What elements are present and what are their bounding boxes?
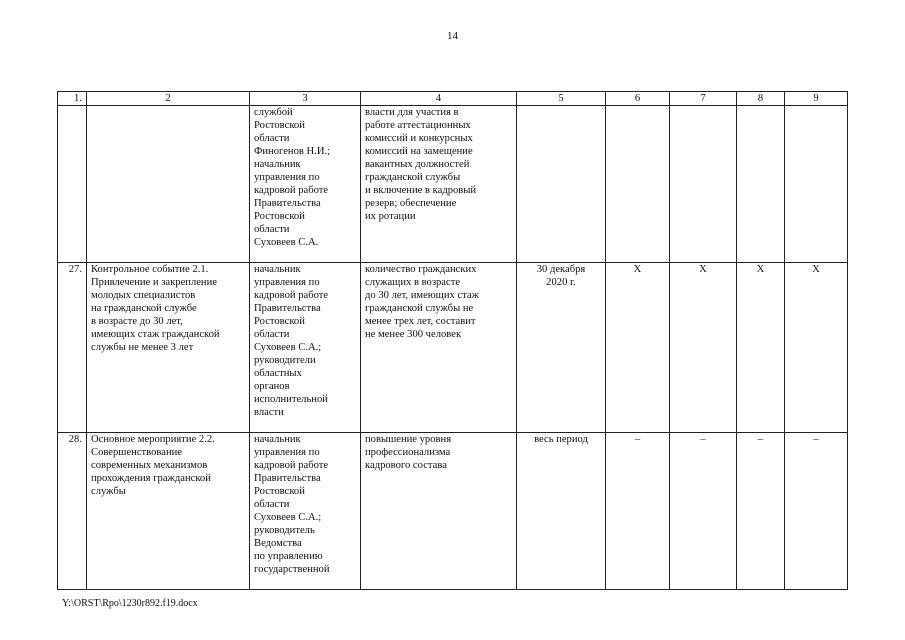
- table-row: [58, 263, 848, 433]
- table-row: [58, 106, 848, 263]
- column-header-3: 3: [250, 92, 361, 106]
- column-header-5: 5: [517, 92, 606, 106]
- column-header-4: 4: [361, 92, 517, 106]
- page-number: 14: [447, 30, 458, 42]
- col6-cell: [606, 106, 670, 263]
- col8-cell: [737, 106, 785, 263]
- row-number: [58, 106, 87, 263]
- col8-cell: –: [737, 433, 785, 590]
- header-row: [58, 92, 848, 106]
- result-cell: количество гражданских служащих в возрасте до 30 лет, имеющих стаж гражданской службы не менее трех лет, составит не менее 300 человек: [361, 263, 517, 433]
- event-cell: Основное мероприятие 2.2. Совершенствование современных механизмов прохождения гражданской службы: [87, 433, 250, 590]
- table-row: [58, 433, 848, 590]
- date-cell: 30 декабря 2020 г.: [517, 263, 606, 433]
- col6-cell: –: [606, 433, 670, 590]
- column-header-9: 9: [785, 92, 848, 106]
- result-cell: повышение уровня профессионализма кадрового состава: [361, 433, 517, 590]
- responsible-cell: начальник управления по кадровой работе Правительства Ростовской области Суховеев С.А.; руководитель Ведомства по управлению государственной: [250, 433, 361, 590]
- col9-cell: [785, 106, 848, 263]
- result-cell: власти для участия в работе аттестационных комиссий и конкурсных комиссий на замещение вакантных должностей гражданской службы и включение в кадровый резерв; обеспечение их ротации: [361, 106, 517, 263]
- responsible-cell: начальник управления по кадровой работе Правительства Ростовской области Суховеев С.А.; руководители областных органов исполнительной власти: [250, 263, 361, 433]
- column-header-7: 7: [670, 92, 737, 106]
- column-header-2: 2: [87, 92, 250, 106]
- col7-cell: X: [670, 263, 737, 433]
- footer-file-path: Y:\ORST\Rpo\1230r892.f19.docx: [62, 598, 198, 609]
- responsible-cell: службой Ростовской области Финогенов Н.И.; начальник управления по кадровой работе Правительства Ростовской области Суховеев С.А.: [250, 106, 361, 263]
- column-header-8: 8: [737, 92, 785, 106]
- col6-cell: X: [606, 263, 670, 433]
- date-cell: весь период: [517, 433, 606, 590]
- plan-table: [57, 91, 848, 590]
- row-number: 28.: [58, 433, 87, 590]
- event-cell: Контрольное событие 2.1. Привлечение и закрепление молодых специалистов на гражданской службе в возрасте до 30 лет, имеющих стаж гражданской службы не менее 3 лет: [87, 263, 250, 433]
- col8-cell: X: [737, 263, 785, 433]
- col7-cell: –: [670, 433, 737, 590]
- row-number: 27.: [58, 263, 87, 433]
- col9-cell: X: [785, 263, 848, 433]
- col7-cell: [670, 106, 737, 263]
- col9-cell: –: [785, 433, 848, 590]
- column-header-1: 1.: [58, 92, 87, 106]
- event-cell: [87, 106, 250, 263]
- date-cell: [517, 106, 606, 263]
- column-header-6: 6: [606, 92, 670, 106]
